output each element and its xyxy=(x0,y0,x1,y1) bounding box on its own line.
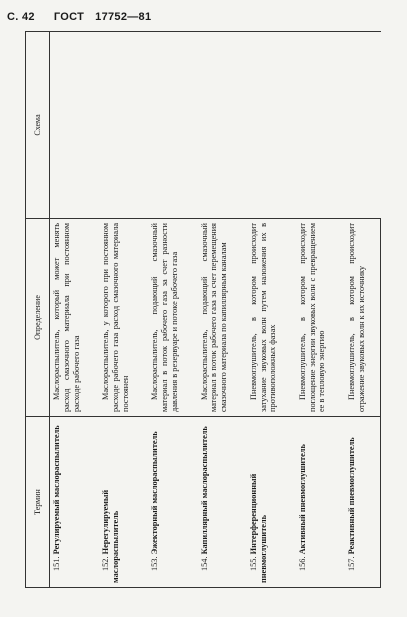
page-number: С. 42 xyxy=(7,11,35,23)
table-row xyxy=(50,32,100,588)
definition-cell xyxy=(296,219,345,417)
term-number: 156. xyxy=(297,556,307,571)
definition-text: Пневмоглушитель, в котором происходит поглощение энергии звуковых волн с превращением ее в тепловую энергию xyxy=(297,223,327,412)
definition-cell xyxy=(198,219,247,417)
definition-text: Маслораспылитель, подающий смазочный материал в поток рабочего газа за счет разности давления в резервуаре и потоке рабочего газа xyxy=(150,223,180,412)
term-cell xyxy=(198,417,247,588)
standard-number: 17752—81 xyxy=(95,11,152,23)
term-cell xyxy=(247,417,296,588)
page-header xyxy=(7,11,151,23)
term-cell xyxy=(50,417,100,588)
term-number: 152. xyxy=(101,556,111,571)
standard-label: ГОСТ xyxy=(53,11,85,23)
term-cell xyxy=(148,417,197,588)
term-cell xyxy=(345,417,381,588)
column-header-term: Термин xyxy=(26,417,50,588)
term-number: 155. xyxy=(248,556,258,571)
term-text: Нерегулируемый маслораспылитель xyxy=(101,489,121,583)
definition-text: Маслораспылитель, который может менять расход смазочного материала при постоянном расходе рабочего газа xyxy=(52,223,81,412)
column-header-scheme: Схема xyxy=(26,32,50,219)
definition-cell xyxy=(148,219,197,417)
term-number: 151. xyxy=(52,556,61,571)
terms-table xyxy=(25,31,381,588)
definition-text: Пневмоглушитель, в котором происходит затухание звуковых волн путем наложения их в противоположных фазах xyxy=(248,223,278,412)
term-number: 157. xyxy=(346,556,356,571)
definition-cell xyxy=(50,219,100,417)
term-text: Реактивный пневмоглушитель xyxy=(346,437,356,555)
term-text: Капиллярный маслораспылитель xyxy=(199,426,209,555)
term-text: Регулируемый маслораспылитель xyxy=(52,425,61,555)
term-text: Активный пневмоглушитель xyxy=(297,444,307,555)
term-number: 154. xyxy=(199,556,209,571)
term-text: Интерференционный пневмоглушитель xyxy=(248,473,268,583)
definition-cell xyxy=(99,219,148,417)
term-cell xyxy=(296,417,345,588)
term-cell xyxy=(99,417,148,588)
definition-cell xyxy=(345,219,381,417)
rotated-table-region xyxy=(25,32,381,588)
definition-cell xyxy=(247,219,296,417)
table-header-row xyxy=(26,32,50,588)
scheme-cell xyxy=(50,32,381,219)
term-text: Эжекторный маслораспылитель xyxy=(150,431,160,555)
definition-text: Маслораспылитель, подающий смазочный материал в поток рабочего газа за счет перемещения смазочного материала по капиллярным каналам xyxy=(199,223,229,412)
term-number: 153. xyxy=(150,556,160,571)
definition-text: Пневмоглушитель, в котором происходит отражение звуковых волн к их источнику xyxy=(346,223,366,412)
column-header-definition: Определение xyxy=(26,219,50,417)
definition-text: Маслораспылитель, у которого при постоянном расходе рабочего газа расход смазочного материала постоянен xyxy=(101,223,130,412)
